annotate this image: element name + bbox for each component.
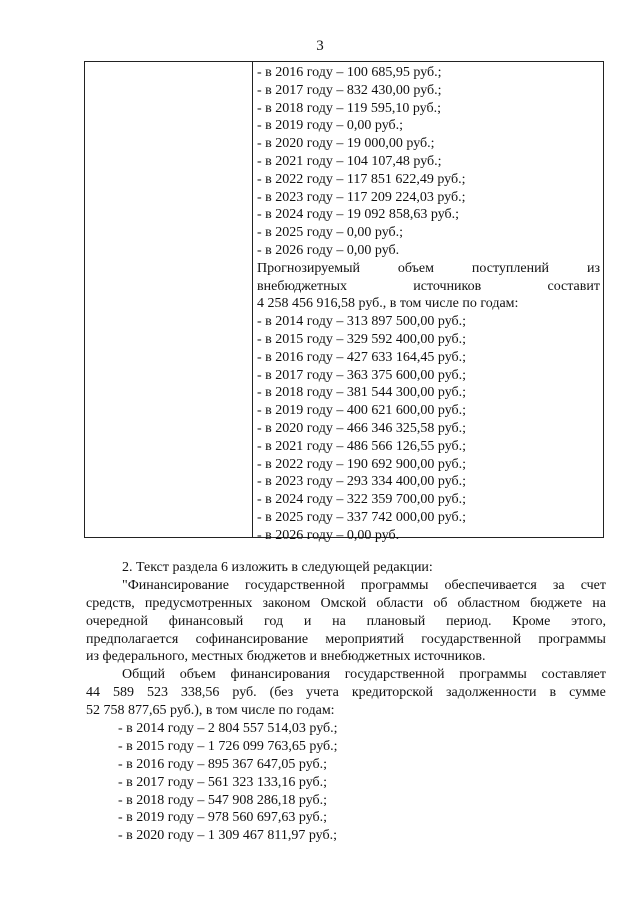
forecast-line-3: 4 258 456 916,58 руб., в том числе по годам: <box>257 296 519 312</box>
year-line: - в 2018 году – 547 908 286,18 руб.; <box>118 792 328 808</box>
word: источников <box>413 278 482 294</box>
paragraph1-line1 <box>86 577 606 595</box>
funding-line: - в 2021 году – 104 107,48 руб.; <box>257 153 442 169</box>
word: составляет <box>541 667 606 683</box>
word: составит <box>547 278 600 294</box>
word: государственной <box>245 577 345 593</box>
section-body <box>86 559 606 845</box>
word: период. <box>446 613 492 629</box>
word: на <box>332 613 346 629</box>
word: кредиторской <box>351 685 434 701</box>
funding-line: - в 2024 году – 322 359 700,00 руб.; <box>257 492 467 508</box>
funding-line: - в 2016 году – 100 685,95 руб.; <box>257 65 442 80</box>
word: программы <box>360 577 429 593</box>
funding-line: - в 2017 году – 832 430,00 руб.; <box>257 82 442 98</box>
funding-line: - в 2023 году – 117 209 224,03 руб.; <box>257 189 466 205</box>
funding-line: - в 2015 году – 329 592 400,00 руб.; <box>257 331 467 347</box>
word: внебюджетных <box>257 278 348 294</box>
word: Кроме <box>512 613 551 629</box>
funding-line: - в 2026 году – 0,00 руб. <box>257 527 400 543</box>
word: программы <box>538 631 606 647</box>
years-list <box>86 720 606 845</box>
funding-line: - в 2020 году – 466 346 325,58 руб.; <box>257 420 467 436</box>
word: 44 <box>86 685 100 701</box>
word: областном <box>457 595 520 611</box>
funding-line: - в 2024 году – 19 092 858,63 руб.; <box>257 207 460 223</box>
paragraph1-line3 <box>86 613 606 631</box>
page-number: 3 <box>316 38 324 54</box>
word: руб. <box>232 685 257 701</box>
word: финансовый <box>168 613 244 629</box>
year-line: - в 2015 году – 1 726 099 763,65 руб.; <box>118 738 338 754</box>
year-line: - в 2017 году – 561 323 133,16 руб.; <box>118 774 328 790</box>
word: из <box>586 260 600 276</box>
word: объем <box>179 667 216 683</box>
funding-line: - в 2019 году – 400 621 600,00 руб.; <box>257 403 467 419</box>
year-line: - в 2020 году – 1 309 467 811,97 руб.; <box>118 828 338 844</box>
funding-line: - в 2014 году – 313 897 500,00 руб.; <box>257 314 467 330</box>
word: сумме <box>569 685 606 701</box>
word: мероприятий <box>325 631 404 647</box>
funding-line: - в 2020 году – 19 000,00 руб.; <box>257 136 435 152</box>
forecast-line-1 <box>257 260 600 278</box>
forecast-line-2 <box>257 278 600 296</box>
paragraph1-line2 <box>86 595 606 613</box>
funding-line: - в 2016 году – 427 633 164,45 руб.; <box>257 349 467 365</box>
word: задолженности <box>445 685 537 701</box>
word: бюджете <box>530 595 583 611</box>
funding-line: - в 2019 году – 0,00 руб.; <box>257 118 404 134</box>
paragraph2-line3: 52 758 877,65 руб.), в том числе по годам: <box>86 703 335 719</box>
word: 338,56 <box>180 685 220 701</box>
funding-line: - в 2018 году – 381 544 300,00 руб.; <box>257 385 467 401</box>
word: (без <box>269 685 294 701</box>
paragraph2-line2 <box>86 684 606 702</box>
funding-line: - в 2026 году – 0,00 руб. <box>257 242 400 258</box>
word: учета <box>306 685 339 701</box>
funding-line: - в 2018 году – 119 595,10 руб.; <box>257 100 442 116</box>
section-heading: 2. Текст раздела 6 изложить в следующей редакции: <box>122 560 433 575</box>
year-line: - в 2016 году – 895 367 647,05 руб.; <box>118 756 328 772</box>
funding-lines-top <box>257 64 600 260</box>
word: софинансирование <box>195 631 309 647</box>
table-column-divider <box>252 61 253 538</box>
word: за <box>552 577 565 593</box>
table-right-cell <box>257 64 600 545</box>
funding-line: - в 2021 году – 486 566 126,55 руб.; <box>257 438 467 454</box>
word: обеспечивается <box>444 577 537 593</box>
word: поступлений <box>471 260 550 276</box>
word: на <box>592 595 606 611</box>
paragraph1-line5: из федерального, местных бюджетов и внебюджетных источников. <box>86 649 486 665</box>
paragraph1-line4 <box>86 631 606 649</box>
word: об <box>433 595 448 611</box>
word: предполагается <box>86 631 179 647</box>
word: "Финансирование <box>122 577 230 593</box>
paragraph2-line1 <box>86 666 606 684</box>
word: области <box>376 595 424 611</box>
year-line: - в 2014 году – 2 804 557 514,03 руб.; <box>118 721 338 737</box>
word: финансирования <box>230 667 331 683</box>
funding-line: - в 2025 году – 0,00 руб.; <box>257 225 404 241</box>
word: государственной <box>344 667 445 683</box>
funding-lines-bottom <box>257 313 600 544</box>
word: очередной <box>86 613 149 629</box>
word: 589 <box>112 685 134 701</box>
word: законом <box>262 595 311 611</box>
word: Омской <box>320 595 367 611</box>
word: и <box>303 613 312 629</box>
funding-line: - в 2023 году – 293 334 400,00 руб.; <box>257 474 467 490</box>
funding-line: - в 2017 году – 363 375 600,00 руб.; <box>257 367 467 383</box>
word: объем <box>397 260 434 276</box>
word: предусмотренных <box>144 595 253 611</box>
word: плановый <box>366 613 426 629</box>
year-line: - в 2019 году – 978 560 697,63 руб.; <box>118 810 328 826</box>
funding-line: - в 2022 году – 190 692 900,00 руб.; <box>257 456 467 472</box>
word: 523 <box>146 685 168 701</box>
word: средств, <box>86 595 135 611</box>
word: государственной <box>421 631 522 647</box>
word: год <box>264 613 284 629</box>
funding-line: - в 2025 году – 337 742 000,00 руб.; <box>257 509 467 525</box>
word: этого, <box>571 613 606 629</box>
word: Общий <box>122 667 165 683</box>
funding-line: - в 2022 году – 117 851 622,49 руб.; <box>257 171 466 187</box>
word: счет <box>580 577 606 593</box>
word: программы <box>459 667 527 683</box>
word: Прогнозируемый <box>257 260 360 276</box>
word: в <box>549 685 557 701</box>
